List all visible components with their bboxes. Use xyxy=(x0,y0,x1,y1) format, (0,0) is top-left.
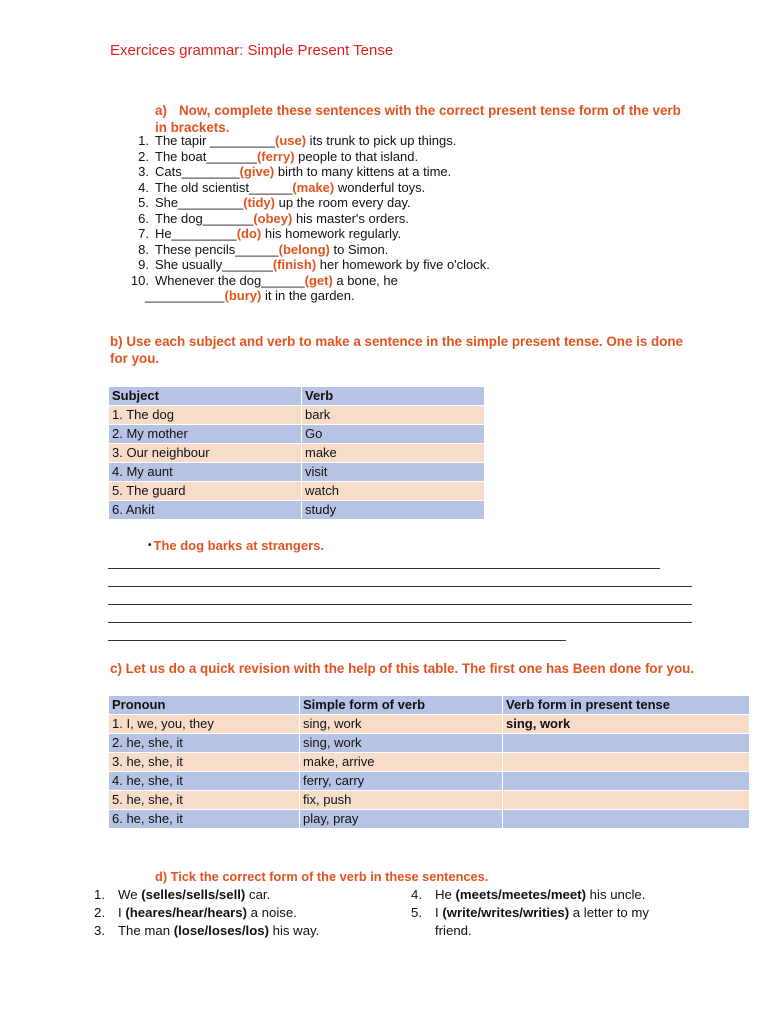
item-number: 9. xyxy=(138,257,149,272)
answer-blank[interactable]: _________ xyxy=(178,195,244,210)
answer-blank[interactable]: ________ xyxy=(181,164,240,179)
table-cell: make, arrive xyxy=(300,753,502,771)
table-cell: 6. he, she, it xyxy=(109,810,299,828)
exercise-item xyxy=(125,180,490,196)
exercise-item xyxy=(125,211,490,227)
exercise-item xyxy=(125,164,490,180)
item-number: 10. xyxy=(130,272,149,288)
verb-hint: (make) xyxy=(292,179,335,195)
exercise-item xyxy=(125,149,490,165)
table-cell: study xyxy=(302,501,484,519)
answer-blank[interactable]: _________ xyxy=(171,226,237,241)
item-number: 6. xyxy=(138,210,149,226)
table-header-row xyxy=(109,696,749,714)
column-header: Verb xyxy=(302,387,484,405)
sentence-end: her homework by five o'clock. xyxy=(316,257,490,272)
sentence-end: a bone, he xyxy=(332,272,398,288)
sentence-end: his master's orders. xyxy=(292,210,409,226)
verb-hint: (belong) xyxy=(278,241,330,257)
sentence-end: up the room every day. xyxy=(275,195,411,210)
table-row xyxy=(109,444,484,462)
table-cell: 2. My mother xyxy=(109,425,301,443)
table-cell[interactable] xyxy=(503,810,749,828)
writing-line[interactable] xyxy=(108,640,566,641)
verb-hint: (ferry) xyxy=(256,148,295,164)
table-cell: 3. Our neighbour xyxy=(109,444,301,462)
sentence-start: Whenever the dog xyxy=(155,272,262,288)
table-cell[interactable] xyxy=(503,772,749,790)
table-row xyxy=(109,791,749,809)
item-number: 3. xyxy=(94,923,105,938)
column-header: Simple form of verb xyxy=(300,696,502,714)
item-number: 8. xyxy=(138,241,149,257)
sentence-start: The boat xyxy=(155,148,207,164)
sentence-start: We xyxy=(118,887,142,902)
sentence-end: people to that island. xyxy=(294,148,419,164)
table-row xyxy=(109,482,484,500)
verb-hint: (use) xyxy=(275,133,307,148)
verb-hint: (finish) xyxy=(272,257,317,272)
sentence-start: He xyxy=(155,226,172,241)
sentence-start: I xyxy=(118,905,126,920)
bullet-icon: • xyxy=(148,540,152,551)
section-a-heading-text: Now, complete these sentences with the correct present tense form of the verb in brackets. xyxy=(155,103,681,135)
exercise-item xyxy=(125,257,490,273)
sentence-end: wonderful toys. xyxy=(334,179,426,195)
table-cell: 5. he, she, it xyxy=(109,791,299,809)
sentence-end: to Simon. xyxy=(329,241,389,257)
table-cell[interactable] xyxy=(503,791,749,809)
sentence-end: a noise. xyxy=(247,905,297,920)
sentence-end: birth to many kittens at a time. xyxy=(274,164,452,179)
table-cell: sing, work xyxy=(300,734,502,752)
table-row xyxy=(109,772,749,790)
writing-line[interactable] xyxy=(108,622,692,623)
table-cell: 3. he, she, it xyxy=(109,753,299,771)
table-cell: play, pray xyxy=(300,810,502,828)
table-row xyxy=(109,810,749,828)
verb-choices[interactable]: (meets/meetes/meet) xyxy=(455,887,587,902)
exercise-item xyxy=(125,242,490,258)
section-a-list xyxy=(125,133,490,304)
verb-hint: (obey) xyxy=(253,210,293,226)
table-cell: sing, work xyxy=(300,715,502,733)
table-row xyxy=(109,753,749,771)
item-number: 3. xyxy=(138,164,149,179)
sentence-start: The tapir xyxy=(155,133,210,148)
table-cell: 1. I, we, you, they xyxy=(109,715,299,733)
verb-choices[interactable]: (lose/loses/los) xyxy=(173,923,269,938)
table-cell: 4. My aunt xyxy=(109,463,301,481)
table-row xyxy=(109,463,484,481)
subject-verb-table xyxy=(108,386,485,520)
table-header-row xyxy=(109,387,484,405)
table-cell: watch xyxy=(302,482,484,500)
verb-hint: (give) xyxy=(239,164,275,179)
item-number: 2. xyxy=(138,148,149,164)
table-row xyxy=(109,715,749,733)
sentence-end: its trunk to pick up things. xyxy=(306,133,457,148)
table-cell: 5. The guard xyxy=(109,482,301,500)
answer-blank[interactable]: _______ xyxy=(222,257,273,272)
revision-table xyxy=(108,695,750,829)
item-number: 4. xyxy=(411,887,422,902)
item-number: 2. xyxy=(94,905,105,920)
sentence-end: a letter to my friend. xyxy=(435,905,650,938)
writing-line[interactable] xyxy=(108,586,692,587)
item-number: 7. xyxy=(138,226,149,241)
verb-choices[interactable]: (heares/hear/hears) xyxy=(125,905,248,920)
tick-item xyxy=(411,904,681,940)
table-row xyxy=(109,425,484,443)
verb-hint: (tidy) xyxy=(243,195,275,210)
section-b-heading: b) Use each subject and verb to make a sentence in the simple present tense. One is done for you. xyxy=(110,334,684,366)
item-number: 5. xyxy=(411,905,422,920)
writing-line[interactable] xyxy=(108,568,660,569)
table-cell: visit xyxy=(302,463,484,481)
table-cell: make xyxy=(302,444,484,462)
sentence-start: The dog xyxy=(155,210,203,226)
item-number: 4. xyxy=(138,179,149,195)
item-number: 1. xyxy=(94,887,105,902)
verb-choices[interactable]: (write/writes/writies) xyxy=(442,905,570,920)
verb-hint: (bury) xyxy=(224,288,262,303)
sentence-start: She xyxy=(155,195,179,210)
column-header: Verb form in present tense xyxy=(503,696,749,714)
example-text: The dog barks at strangers. xyxy=(153,538,325,553)
table-cell: Go xyxy=(302,425,484,443)
sentence-end: his way. xyxy=(269,923,320,938)
exercise-item xyxy=(125,195,490,211)
table-cell: bark xyxy=(302,406,484,424)
tick-item xyxy=(94,922,394,940)
sentence-end: his homework regularly. xyxy=(261,226,402,241)
table-row xyxy=(109,406,484,424)
answer-blank[interactable]: ______ xyxy=(248,179,293,195)
sentence-start: I xyxy=(435,905,443,920)
sentence-start: The old scientist xyxy=(155,179,249,195)
answer-blank[interactable]: _______ xyxy=(202,210,254,226)
example-sentence xyxy=(148,538,324,553)
column-header: Subject xyxy=(109,387,301,405)
column-header: Pronoun xyxy=(109,696,299,714)
verb-hint: (do) xyxy=(236,226,262,241)
page-title: Exercices grammar: Simple Present Tense xyxy=(110,42,394,59)
table-cell: 4. he, she, it xyxy=(109,772,299,790)
table-cell: 1. The dog xyxy=(109,406,301,424)
exercise-item xyxy=(125,273,490,289)
table-cell: sing, work xyxy=(503,715,749,733)
sentence-start: She usually xyxy=(155,257,223,272)
exercise-item xyxy=(125,226,490,242)
section-a-label: a) xyxy=(155,103,167,118)
tick-item xyxy=(94,904,394,922)
table-row xyxy=(109,501,484,519)
section-d-list-right xyxy=(411,886,681,940)
table-cell[interactable] xyxy=(503,734,749,752)
sentence-end: it in the garden. xyxy=(261,288,355,303)
sentence-start: These pencils xyxy=(155,241,236,257)
table-cell: 6. Ankit xyxy=(109,501,301,519)
answer-blank[interactable]: _________ xyxy=(209,133,275,148)
tick-item xyxy=(94,886,394,904)
section-c-heading: c) Let us do a quick revision with the help of this table. The first one has Been done for you. xyxy=(110,661,695,676)
section-d-heading: d) Tick the correct form of the verb in these sentences. xyxy=(155,869,489,884)
exercise-item xyxy=(125,133,490,149)
item-number: 1. xyxy=(138,133,149,148)
section-a-heading xyxy=(155,102,695,136)
sentence-end: his uncle. xyxy=(586,887,646,902)
item-number: 5. xyxy=(138,195,149,210)
table-cell[interactable] xyxy=(503,753,749,771)
sentence-end: car. xyxy=(245,887,271,902)
table-cell: 2. he, she, it xyxy=(109,734,299,752)
exercise-item-continuation xyxy=(125,288,490,304)
answer-blank[interactable]: ______ xyxy=(235,241,279,257)
table-row xyxy=(109,734,749,752)
table-cell: ferry, carry xyxy=(300,772,502,790)
sentence-start: Cats xyxy=(155,164,182,179)
verb-choices[interactable]: (selles/sells/sell) xyxy=(141,887,246,902)
section-d-list-left xyxy=(94,886,394,940)
answer-blank[interactable]: _______ xyxy=(206,148,257,164)
verb-hint: (get) xyxy=(304,272,333,288)
sentence-start: The man xyxy=(118,923,174,938)
sentence-start: He xyxy=(435,887,456,902)
answer-blank[interactable]: ___________ xyxy=(145,288,225,303)
table-cell: fix, push xyxy=(300,791,502,809)
tick-item xyxy=(411,886,681,904)
answer-blank[interactable]: ______ xyxy=(261,272,305,288)
writing-line[interactable] xyxy=(108,604,692,605)
